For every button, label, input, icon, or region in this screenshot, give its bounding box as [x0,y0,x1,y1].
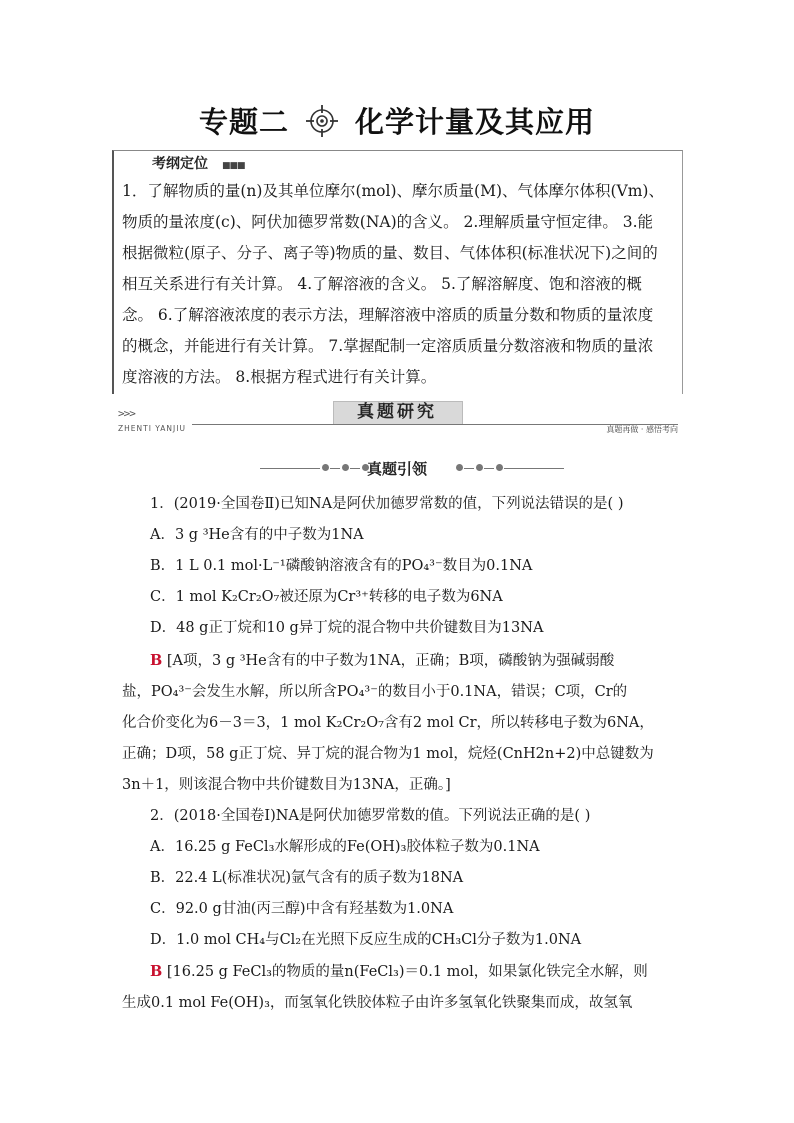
answer-explanation-line: 生成0.1 mol Fe(OH)₃，而氢氧化铁胶体粒子由许多氢氧化铁聚集而成，故氢氧 [122,995,633,1011]
answer-explanation-line: 正确；D项，58 g正丁烷、异丁烷的混合物为1 mol，烷烃(CnH2n+2)中总键数为 [122,746,654,762]
answer-explanation-line: 3n＋1，则该混合物中共价键数目为13NA，正确。] [122,777,451,793]
question-option: A．16.25 g FeCl₃水解形成的Fe(OH)₃胶体粒子数为0.1NA [150,839,540,855]
subheading-title: 真题引领 [366,460,427,478]
answer-explanation-line: 盐，PO₄³⁻会发生水解，所以所含PO₄³⁻的数目小于0.1NA，错误；C项，Cr的 [122,684,628,700]
explanation-text: [A项，3 g ³He含有的中子数为1NA，正确；B项，磷酸钠为强碱弱酸 [166,653,615,669]
section-arrows-icon: >>> [118,407,135,420]
answer-key: B [150,963,163,980]
question-stem: 2．(2018·全国卷Ⅰ)NA是阿伏加德罗常数的值。下列说法正确的是( ) [150,808,591,824]
question-option: C．92.0 g甘油(丙三醇)中含有羟基数为1.0NA [150,901,454,917]
answer-explanation-line: 化合价变化为6－3＝3，1 mol K₂Cr₂O₇含有2 mol Cr，所以转移电子数为6NA， [122,715,654,731]
answer-explanation-line [150,961,648,983]
question-option: B．22.4 L(标准状况)氩气含有的质子数为18NA [150,870,464,886]
title-topic-name: 化学计量及其应用 [355,105,596,139]
question-option: D．48 g正丁烷和10 g异丁烷的混合物中共价键数目为13NA [150,620,544,636]
outline-line: 1．了解物质的量(n)及其单位摩尔(mol)、摩尔质量(M)、气体摩尔体积(Vm)、 [122,182,664,200]
section-pinyin: ZHENTI YANJIU [118,424,186,433]
outline-line: 的概念，并能进行有关计算。 7.掌握配制一定溶质质量分数溶液和物质的量浓 [122,337,654,355]
outline-line: 根据微粒(原子、分子、离子等)物质的量、数目、气体体积(标准状况下)之间的 [122,244,658,262]
answer-explanation-line [150,650,614,672]
question-option: B．1 L 0.1 mol·L⁻¹磷酸钠溶液含有的PO₄³⁻数目为0.1NA [150,558,533,574]
syllabus-outline-label: 考纲定位 [152,156,208,172]
question-option: A．3 g ³He含有的中子数为1NA [150,527,364,543]
question-stem: 1．(2019·全国卷Ⅱ)已知NA是阿伏加德罗常数的值，下列说法错误的是( ) [150,496,624,512]
outline-line: 度溶液的方法。 8.根据方程式进行有关计算。 [122,368,437,386]
outline-line: 物质的量浓度(c)、阿伏加德罗常数(NA)的含义。 2.理解质量守恒定律。 3.能 [122,213,654,231]
label-dots-decoration: ■■■ [222,161,245,171]
question-option: C．1 mol K₂Cr₂O₇被还原为Cr³⁺转移的电子数为6NA [150,589,503,605]
page-title [0,100,794,144]
section-tagline: 真题再做 · 感悟考向 [606,425,678,434]
section-title: 真题研究 [357,402,437,422]
outline-line: 念。 6.了解溶液浓度的表示方法，理解溶液中溶质的质量分数和物质的量浓度 [122,306,654,324]
question-option: D．1.0 mol CH₄与Cl₂在光照下反应生成的CH₃Cl分子数为1.0NA [150,932,582,948]
answer-key: B [150,652,163,669]
crosshair-compass-icon [305,104,339,138]
outline-line: 相互关系进行有关计算。 4.了解溶液的含义。 5.了解溶解度、饱和溶液的概 [122,275,642,293]
title-topic-number: 专题二 [198,105,289,139]
explanation-text: [16.25 g FeCl₃的物质的量n(FeCl₃)＝0.1 mol，如果氯化铁完全水解，则 [166,964,648,980]
